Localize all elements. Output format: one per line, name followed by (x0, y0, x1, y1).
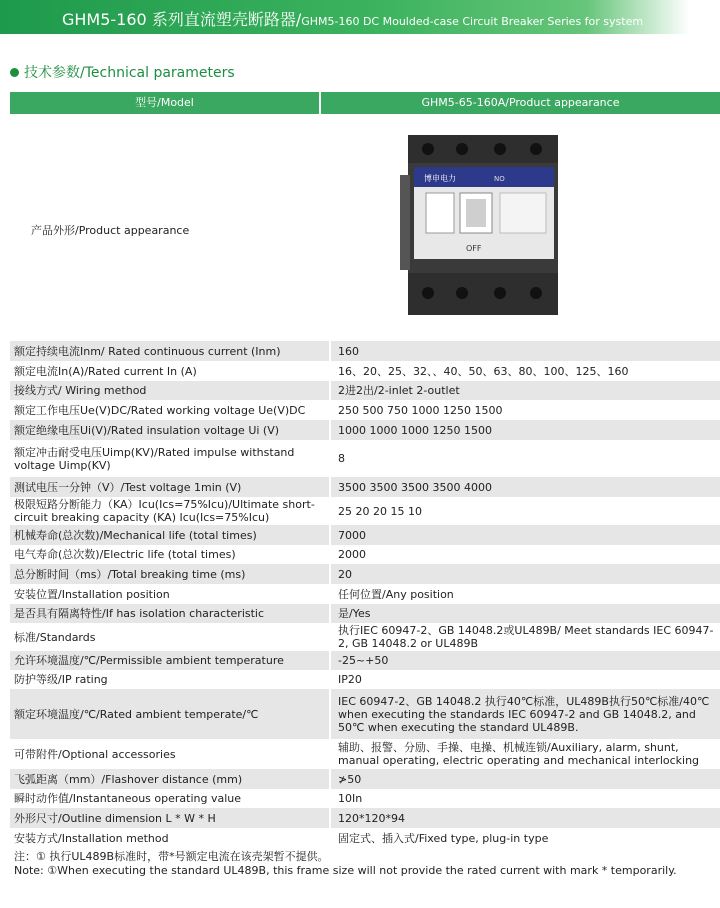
param-value: 25 20 20 15 10 (338, 504, 422, 518)
column-divider (329, 828, 331, 848)
param-name: 防护等级/IP rating (14, 673, 108, 686)
param-name: 极限短路分断能力（KA）Icu(Ics=75%Icu)/Ultimate short-circuit breaking capacity (KA) Icu(Ics=75%Icu) (14, 498, 315, 524)
table-row (10, 670, 720, 689)
circuit-breaker-image (400, 135, 570, 315)
param-value: 160 (338, 344, 359, 358)
param-name: 电气寿命(总次数)/Electric life (total times) (14, 548, 236, 561)
param-name: 瞬时动作值/Instantaneous operating value (14, 792, 242, 805)
table-row (10, 361, 720, 381)
param-name: 额定工作电压Ue(V)DC/Rated working voltage Ue(V)DC (14, 403, 306, 417)
column-divider (329, 477, 331, 497)
table-row (10, 584, 720, 604)
column-divider (329, 739, 331, 769)
param-value: IP20 (338, 673, 362, 686)
param-value: 16、20、25、32、、40、50、63、80、100、125、160 (338, 364, 629, 378)
param-name: 是否具有隔离特性/If has isolation characteristic (14, 607, 265, 620)
param-name: 额定电流In(A)/Rated current In (A) (14, 364, 197, 378)
status-on-text: NO (494, 175, 505, 183)
note-line-cn: 注：① 执行UL489B标准时，带*号额定电流在该壳架暂不提供。 (14, 850, 329, 863)
table-row (10, 689, 720, 739)
column-divider (329, 564, 331, 584)
column-divider (329, 545, 331, 564)
param-value: 20 (338, 567, 352, 581)
column-divider (329, 789, 331, 808)
column-divider (329, 623, 331, 651)
param-name: 额定绝缘电压Ui(V)/Rated insulation voltage Ui (V) (14, 423, 280, 437)
table-row (10, 477, 720, 497)
table-row (10, 651, 720, 670)
param-name: 测试电压一分钟（V）/Test voltage 1min (V) (14, 480, 242, 494)
param-name: 允许环境温度/℃/Permissible ambient temperature (14, 654, 284, 667)
title-banner (0, 0, 690, 34)
param-name: 标准/Standards (14, 630, 96, 644)
param-name: 总分断时间（ms）/Total breaking time (ms) (14, 567, 246, 581)
param-value: 是/Yes (338, 607, 371, 620)
table-row (10, 623, 720, 651)
column-divider (329, 604, 331, 623)
footnote (14, 850, 677, 878)
section-title: 技术参数/Technical parameters (24, 65, 235, 81)
param-name: 额定环境温度/℃/Rated ambient temperate/℃ (14, 707, 259, 721)
brand-text: 博申电力 (424, 174, 456, 183)
param-value: IEC 60947-2、GB 14048.2 执行40℃标准，UL489B执行50℃标准/40℃ when executing the standards IEC 60947-2 and GB 14048.2, and 50℃ when executing the standard UL489B. (338, 694, 710, 734)
param-name: 额定持续电流Inm/ Rated continuous current (Inm) (14, 344, 281, 358)
param-name: 安装位置/Installation position (14, 587, 170, 601)
table-row (10, 808, 720, 828)
param-value: 3500 3500 3500 3500 4000 (338, 480, 492, 494)
column-divider (329, 361, 331, 381)
column-divider (329, 808, 331, 828)
param-value: 执行IEC 60947-2、GB 14048.2或UL489B/ Meet standards IEC 60947-2, GB 14048.2 or UL489B (338, 624, 714, 650)
column-divider (329, 525, 331, 545)
table-row (10, 381, 720, 400)
banner-title-en: GHM5-160 DC Moulded-case Circuit Breaker Series for system (301, 15, 644, 28)
table-row (10, 604, 720, 623)
param-value: 固定式、插入式/Fixed type, plug-in type (338, 831, 549, 845)
table-row (10, 420, 720, 440)
column-divider (329, 497, 331, 525)
table-row (10, 789, 720, 808)
param-value: 2000 (338, 548, 366, 561)
param-value: 1000 1000 1000 1250 1500 (338, 423, 492, 437)
column-divider (329, 651, 331, 670)
param-value: 120*120*94 (338, 811, 405, 825)
table-row (10, 545, 720, 564)
table-row (10, 400, 720, 420)
appearance-label: 产品外形/Product appearance (31, 224, 190, 237)
param-name: 额定冲击耐受电压Uimp(KV)/Rated impulse withstand voltage Uimp(KV) (14, 445, 295, 472)
header-model: 型号/Model (10, 92, 319, 114)
param-name: 接线方式/ Wiring method (14, 384, 147, 397)
column-divider (329, 400, 331, 420)
param-value: 任何位置/Any position (338, 587, 454, 601)
column-divider (329, 440, 331, 477)
table-row (10, 769, 720, 789)
param-value: 8 (338, 452, 345, 465)
table-row (10, 739, 720, 769)
column-divider (329, 584, 331, 604)
param-name: 可带附件/Optional accessories (14, 747, 176, 761)
param-name: 外形尺寸/Outline dimension L * W * H (14, 811, 216, 825)
param-value: ≯50 (338, 772, 362, 786)
column-divider (329, 769, 331, 789)
column-divider (329, 670, 331, 689)
column-divider (329, 341, 331, 361)
param-name: 飞弧距离（mm）/Flashover distance (mm) (14, 772, 243, 786)
table-row (10, 497, 720, 525)
param-value: 2进2出/2-inlet 2-outlet (338, 384, 460, 397)
column-divider (329, 381, 331, 400)
param-value: 7000 (338, 528, 366, 542)
column-divider (329, 689, 331, 739)
bullet-icon (10, 68, 19, 77)
param-value: -25~+50 (338, 654, 389, 667)
param-name: 机械寿命(总次数)/Mechanical life (total times) (14, 528, 257, 542)
table-row (10, 341, 720, 361)
column-divider (329, 420, 331, 440)
param-value: 250 500 750 1000 1250 1500 (338, 403, 503, 417)
param-value: 辅助、报警、分励、手操、电操、机械连锁/Auxiliary, alarm, shunt, manual operating, electric operating and mechanical interlocking (338, 741, 700, 767)
table-row (10, 525, 720, 545)
table-row (10, 564, 720, 584)
table-row (10, 440, 720, 477)
param-value: 10In (338, 792, 363, 805)
section-heading (10, 62, 235, 82)
note-line-en: Note: ①When executing the standard UL489B, this frame size will not provide the rated current with mark * temporarily. (14, 864, 677, 877)
status-off-text: OFF (466, 244, 482, 253)
param-name: 安装方式/Installation method (14, 831, 169, 845)
banner-title-cn: GHM5-160 系列直流塑壳断路器/ (62, 10, 302, 29)
table-row (10, 828, 720, 848)
header-product: GHM5-65-160A/Product appearance (321, 92, 720, 114)
